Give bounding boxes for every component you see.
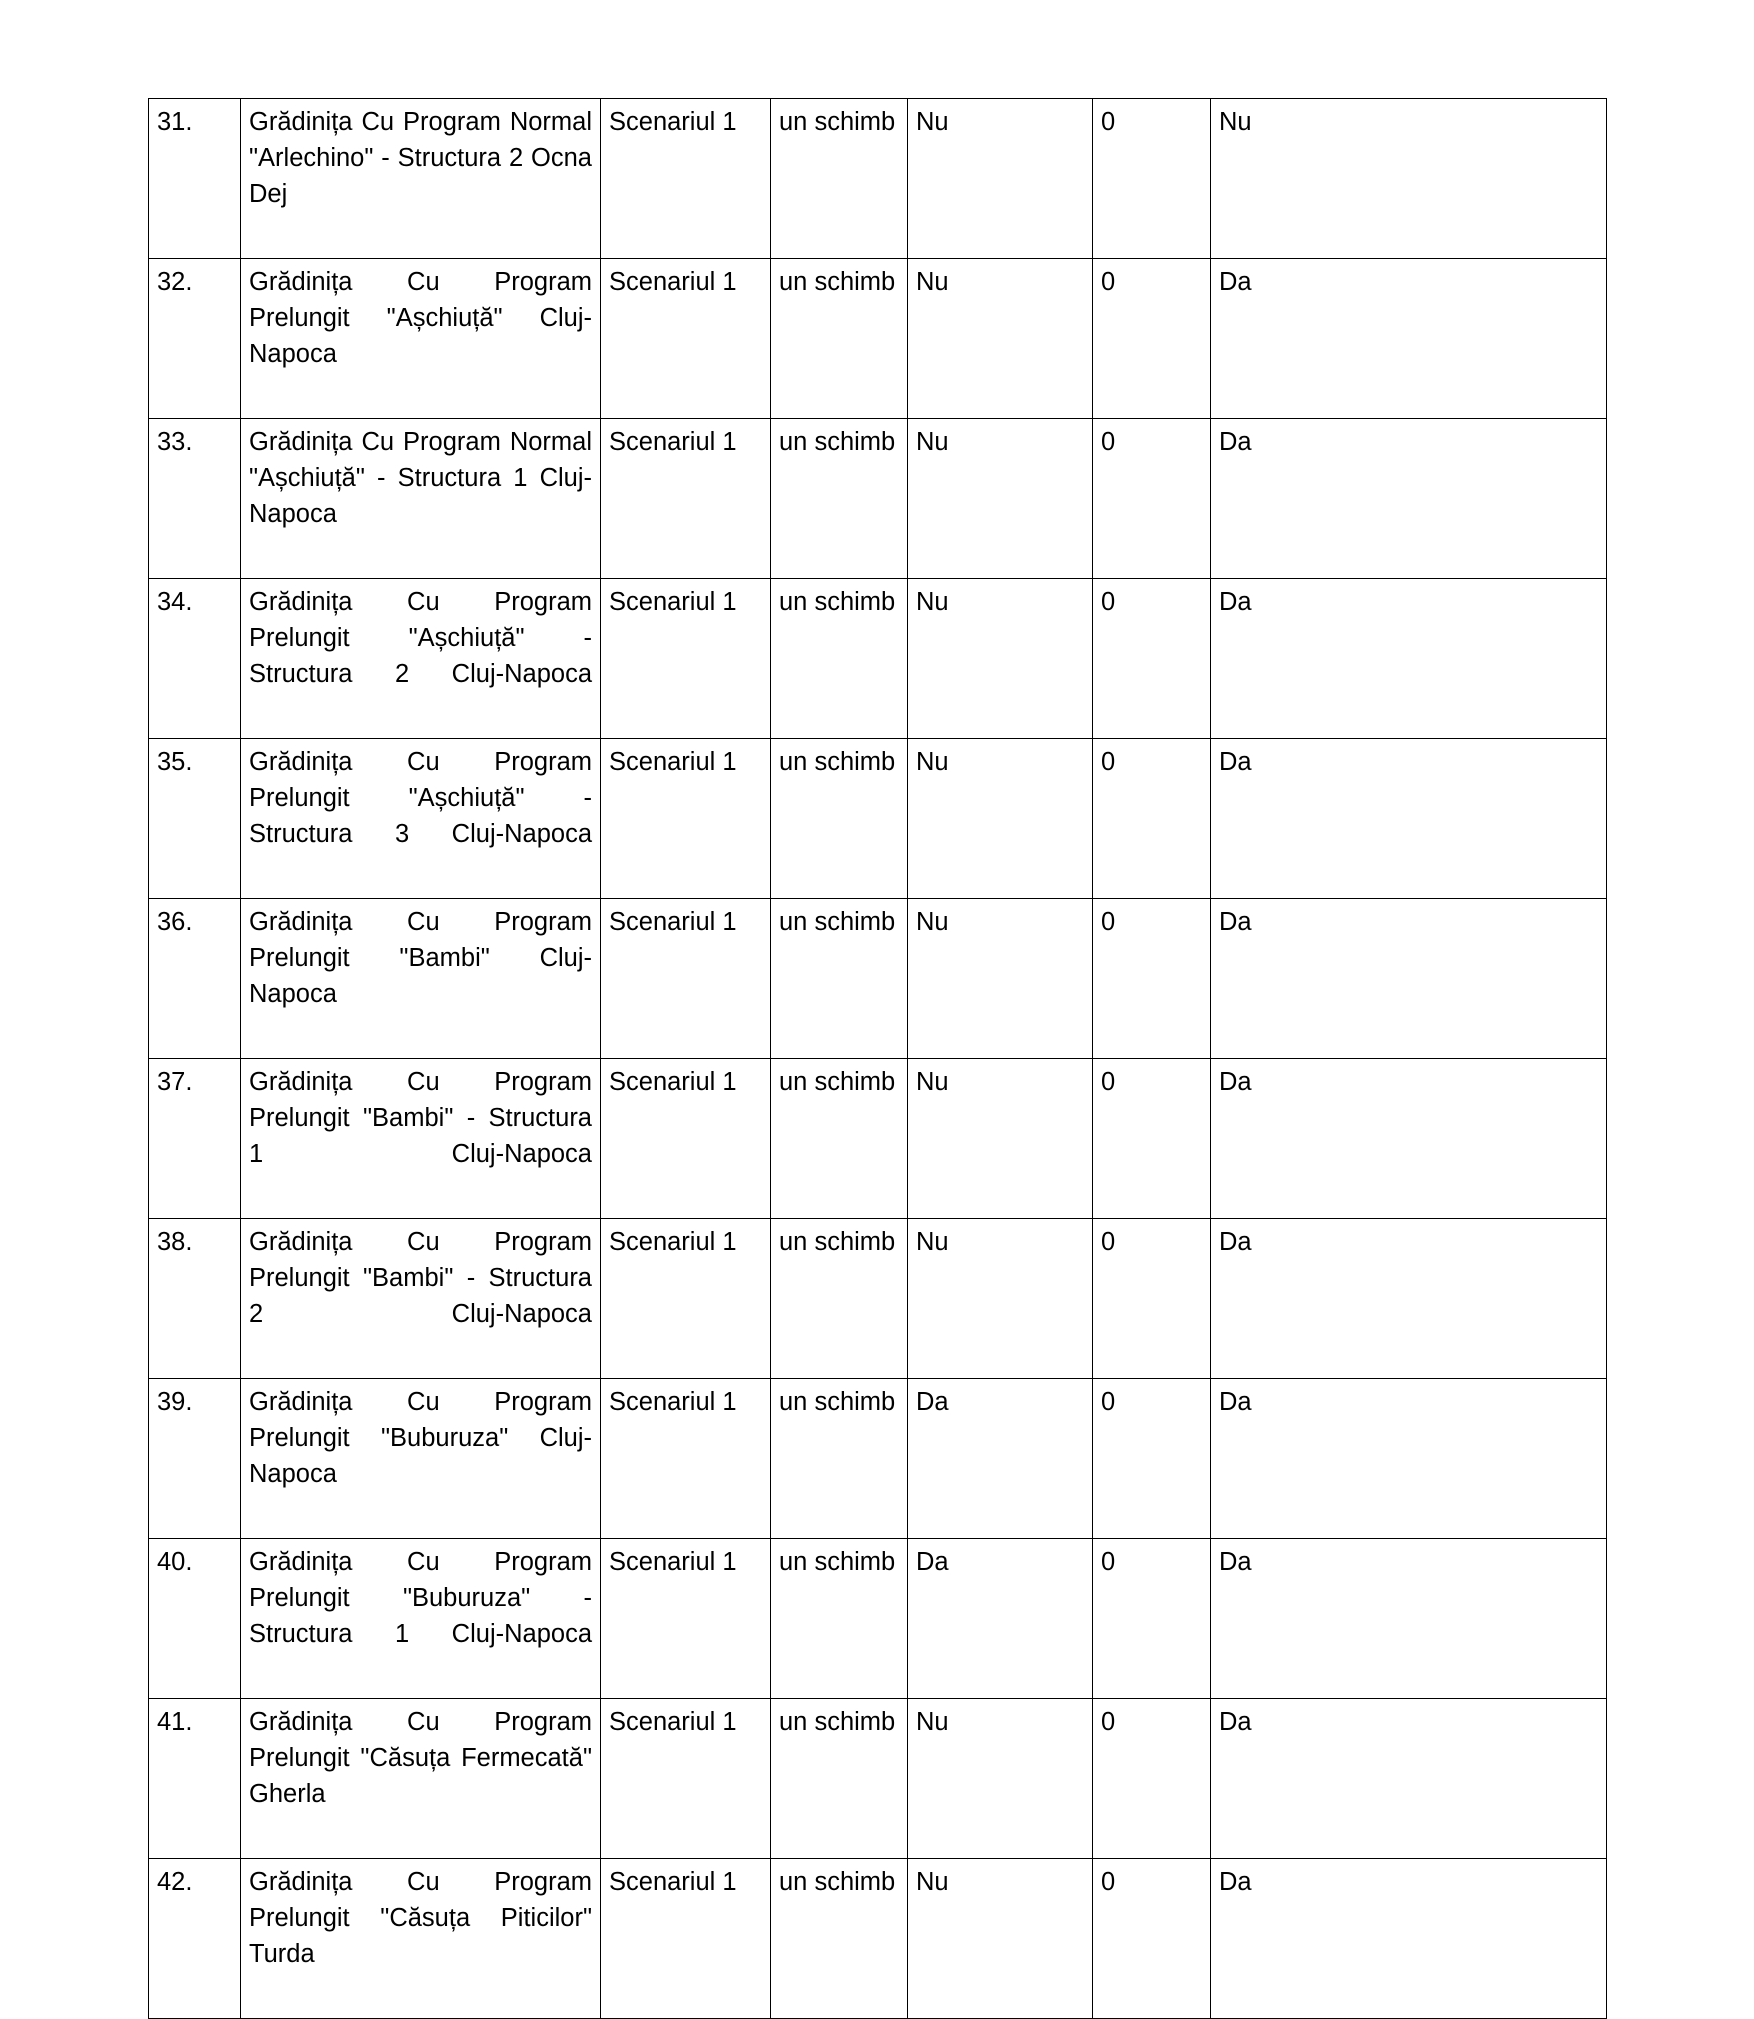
cell-question-2: Nu [1211,99,1607,259]
cell-question-2: Da [1211,259,1607,419]
cell-institution-name [241,1059,601,1219]
cell-question-1: Da [908,1539,1093,1699]
cell-question-1: Nu [908,1699,1093,1859]
cell-question-2: Da [1211,1219,1607,1379]
cell-index: 34. [149,579,241,739]
institution-name-text: Grădinița Cu Program Prelungit "Căsuța Fermecată" Gherla [249,1708,592,1808]
cell-question-2: Da [1211,899,1607,1059]
institution-name-text: Grădinița Cu Program Prelungit "Așchiuță" Cluj-Napoca [249,268,592,368]
cell-question-1: Nu [908,1059,1093,1219]
institution-name-text: Grădinița Cu Program Prelungit "Bambi" - Structura 2 Cluj-Napoca [249,1228,592,1328]
table-row [149,579,1607,739]
institution-name-text: Grădinița Cu Program Normal "Arlechino" - Structura 2 Ocna Dej [249,108,592,208]
cell-question-2: Da [1211,739,1607,899]
cell-question-2: Da [1211,579,1607,739]
cell-shift: un schimb [771,1539,908,1699]
cell-index: 37. [149,1059,241,1219]
institution-name-text: Grădinița Cu Program Prelungit "Bambi" - Structura 1 Cluj-Napoca [249,1068,592,1168]
cell-question-1: Nu [908,579,1093,739]
cell-number: 0 [1093,579,1211,739]
cell-index: 39. [149,1379,241,1539]
cell-institution-name [241,99,601,259]
cell-shift: un schimb [771,419,908,579]
cell-scenario: Scenariul 1 [601,99,771,259]
cell-institution-name [241,1699,601,1859]
cell-shift: un schimb [771,1059,908,1219]
cell-question-1: Nu [908,1859,1093,2019]
institution-name-text: Grădinița Cu Program Prelungit "Bambi" Cluj-Napoca [249,908,592,1008]
cell-index: 41. [149,1699,241,1859]
cell-question-1: Nu [908,419,1093,579]
table-row [149,99,1607,259]
cell-question-2: Da [1211,1859,1607,2019]
table-row [149,419,1607,579]
cell-question-2: Da [1211,1539,1607,1699]
cell-index: 31. [149,99,241,259]
cell-question-2: Da [1211,419,1607,579]
cell-number: 0 [1093,739,1211,899]
cell-question-2: Da [1211,1379,1607,1539]
cell-shift: un schimb [771,899,908,1059]
cell-institution-name [241,899,601,1059]
cell-institution-name [241,1219,601,1379]
table-row [149,899,1607,1059]
cell-institution-name [241,1859,601,2019]
table-row [149,1219,1607,1379]
cell-scenario: Scenariul 1 [601,579,771,739]
table-row [149,1539,1607,1699]
cell-number: 0 [1093,1059,1211,1219]
cell-question-1: Nu [908,259,1093,419]
institution-name-text: Grădinița Cu Program Prelungit "Căsuța Piticilor" Turda [249,1868,592,1968]
cell-index: 38. [149,1219,241,1379]
cell-scenario: Scenariul 1 [601,1059,771,1219]
cell-scenario: Scenariul 1 [601,1539,771,1699]
cell-shift: un schimb [771,1699,908,1859]
cell-index: 35. [149,739,241,899]
cell-scenario: Scenariul 1 [601,739,771,899]
cell-number: 0 [1093,1219,1211,1379]
cell-institution-name [241,419,601,579]
institution-name-text: Grădinița Cu Program Prelungit "Buburuza" Cluj-Napoca [249,1388,592,1488]
institution-name-text: Grădinița Cu Program Prelungit "Buburuza" - Structura 1 Cluj-Napoca [249,1548,592,1648]
cell-question-1: Nu [908,739,1093,899]
cell-index: 40. [149,1539,241,1699]
institution-name-text: Grădinița Cu Program Prelungit "Așchiuță" - Structura 3 Cluj-Napoca [249,748,592,848]
cell-number: 0 [1093,99,1211,259]
cell-scenario: Scenariul 1 [601,899,771,1059]
cell-shift: un schimb [771,739,908,899]
cell-scenario: Scenariul 1 [601,259,771,419]
table-row [149,1699,1607,1859]
cell-shift: un schimb [771,579,908,739]
cell-shift: un schimb [771,1379,908,1539]
table-row [149,259,1607,419]
cell-number: 0 [1093,1539,1211,1699]
cell-shift: un schimb [771,99,908,259]
cell-question-1: Nu [908,899,1093,1059]
table-row [149,1859,1607,2019]
schools-table [148,98,1607,2019]
cell-shift: un schimb [771,1219,908,1379]
table-container [148,98,1606,2019]
cell-index: 33. [149,419,241,579]
cell-number: 0 [1093,419,1211,579]
cell-index: 42. [149,1859,241,2019]
cell-question-2: Da [1211,1059,1607,1219]
cell-number: 0 [1093,1699,1211,1859]
cell-shift: un schimb [771,1859,908,2019]
cell-institution-name [241,259,601,419]
table-body [149,99,1607,2019]
cell-index: 36. [149,899,241,1059]
table-row [149,739,1607,899]
cell-question-1: Nu [908,99,1093,259]
cell-number: 0 [1093,259,1211,419]
table-row [149,1379,1607,1539]
cell-question-1: Nu [908,1219,1093,1379]
cell-scenario: Scenariul 1 [601,1859,771,2019]
table-row [149,1059,1607,1219]
cell-number: 0 [1093,899,1211,1059]
cell-number: 0 [1093,1379,1211,1539]
cell-shift: un schimb [771,259,908,419]
cell-scenario: Scenariul 1 [601,1699,771,1859]
cell-institution-name [241,1539,601,1699]
cell-question-2: Da [1211,1699,1607,1859]
institution-name-text: Grădinița Cu Program Normal "Așchiuță" - Structura 1 Cluj-Napoca [249,428,592,528]
cell-institution-name [241,579,601,739]
cell-institution-name [241,1379,601,1539]
cell-scenario: Scenariul 1 [601,1219,771,1379]
cell-scenario: Scenariul 1 [601,419,771,579]
cell-scenario: Scenariul 1 [601,1379,771,1539]
institution-name-text: Grădinița Cu Program Prelungit "Așchiuță" - Structura 2 Cluj-Napoca [249,588,592,688]
cell-institution-name [241,739,601,899]
cell-number: 0 [1093,1859,1211,2019]
cell-question-1: Da [908,1379,1093,1539]
cell-index: 32. [149,259,241,419]
